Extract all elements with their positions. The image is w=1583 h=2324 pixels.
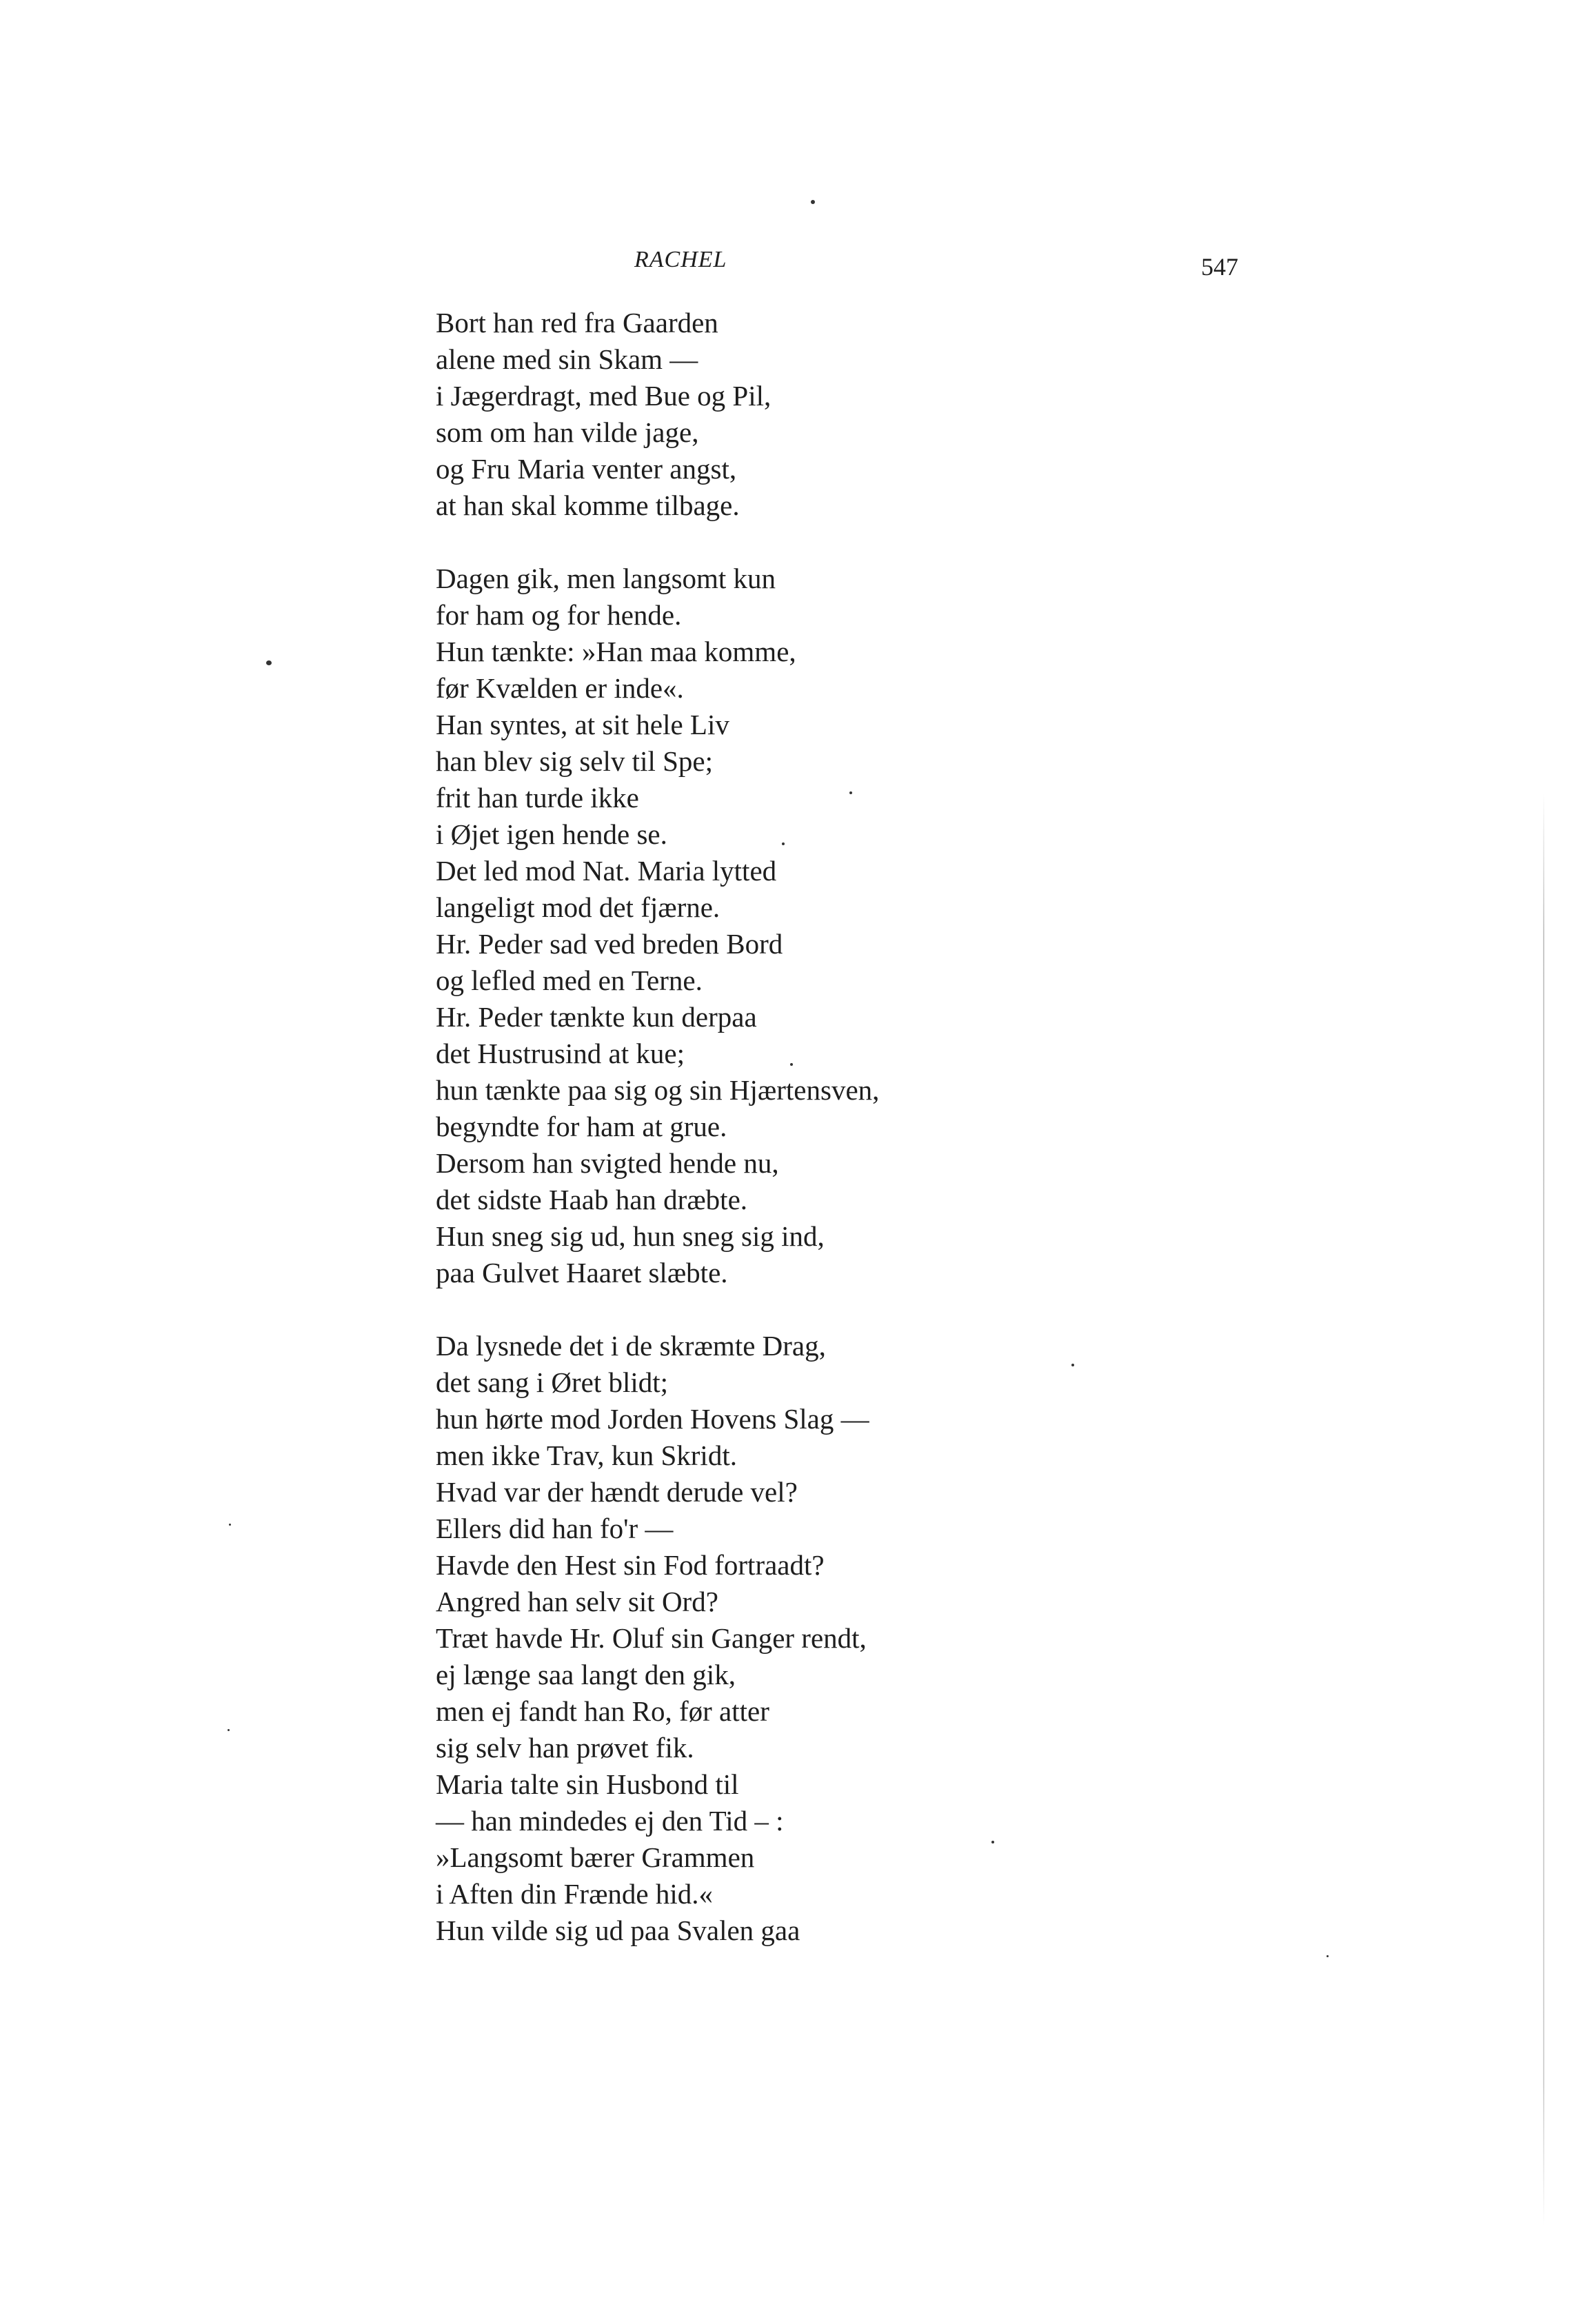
verse-line: ej længe saa langt den gik, xyxy=(436,1659,736,1690)
scan-speck xyxy=(849,791,852,794)
stanza-1 xyxy=(436,305,1263,524)
verse-line: det sang i Øret blidt; xyxy=(436,1366,669,1398)
verse-line: begyndte for ham at grue. xyxy=(436,1111,727,1142)
running-head: RACHEL xyxy=(634,247,727,272)
verse-line: paa Gulvet Haaret slæbte. xyxy=(436,1257,728,1289)
verse-line: for ham og for hende. xyxy=(436,599,682,631)
verse-line: Hr. Peder tænkte kun derpaa xyxy=(436,1001,757,1033)
scan-speck xyxy=(1071,1364,1074,1366)
verse-line: sig selv han prøvet fik. xyxy=(436,1732,694,1764)
verse-line: Hr. Peder sad ved breden Bord xyxy=(436,928,783,960)
verse-line: Træt havde Hr. Oluf sin Ganger rendt, xyxy=(436,1622,867,1654)
scan-speck xyxy=(228,1729,230,1731)
page-number: 547 xyxy=(1201,253,1238,281)
verse-line: Ellers did han fo'r — xyxy=(436,1513,674,1544)
scan-speck xyxy=(266,660,272,665)
verse-line: hun tænkte paa sig og sin Hjærtensven, xyxy=(436,1074,880,1106)
verse-line: Da lysnede det i de skræmte Drag, xyxy=(436,1330,826,1362)
verse-line: Maria talte sin Husbond til xyxy=(436,1768,739,1800)
verse-line: langeligt mod det fjærne. xyxy=(436,891,720,923)
verse-line: Hun sneg sig ud, hun sneg sig ind, xyxy=(436,1220,825,1252)
verse-line: det sidste Haab han dræbte. xyxy=(436,1184,748,1215)
scan-speck xyxy=(782,842,785,845)
verse-line: før Kvælden er inde«. xyxy=(436,672,684,704)
scan-speck xyxy=(991,1841,994,1843)
verse-line: og Fru Maria venter angst, xyxy=(436,453,737,485)
verse-line: Hun tænkte: »Han maa komme, xyxy=(436,636,796,667)
verse-line: Havde den Hest sin Fod fortraadt? xyxy=(436,1549,825,1581)
verse-line: i Øjet igen hende se. xyxy=(436,818,667,850)
verse-line: frit han turde ikke xyxy=(436,782,639,814)
verse-line: Dagen gik, men langsomt kun xyxy=(436,563,776,594)
verse-line: det Hustrusind at kue; xyxy=(436,1038,685,1069)
page-edge-shadow xyxy=(1543,793,1544,2227)
verse-line: som om han vilde jage, xyxy=(436,416,699,448)
scan-speck xyxy=(811,200,815,204)
verse-line: Dersom han svigted hende nu, xyxy=(436,1147,779,1179)
poem xyxy=(436,305,1263,1949)
verse-line: alene med sin Skam — xyxy=(436,343,698,375)
verse-line: men ej fandt han Ro, før atter xyxy=(436,1695,769,1727)
verse-line: Hun vilde sig ud paa Svalen gaa xyxy=(436,1914,800,1946)
scan-speck xyxy=(790,1063,793,1066)
verse-line: Hvad var der hændt derude vel? xyxy=(436,1476,798,1508)
scan-speck xyxy=(229,1524,231,1526)
verse-line: Angred han selv sit Ord? xyxy=(436,1586,718,1617)
verse-line: og lefled med en Terne. xyxy=(436,964,703,996)
verse-line: i Jægerdragt, med Bue og Pil, xyxy=(436,380,772,412)
verse-line: »Langsomt bærer Grammen xyxy=(436,1841,755,1873)
verse-line: Han syntes, at sit hele Liv xyxy=(436,709,729,740)
verse-line: at han skal komme tilbage. xyxy=(436,489,740,521)
verse-line: Bort han red fra Gaarden xyxy=(436,307,718,339)
verse-line: han blev sig selv til Spe; xyxy=(436,745,713,777)
verse-line: Det led mod Nat. Maria lytted xyxy=(436,855,777,887)
verse-line: i Aften din Frænde hid.« xyxy=(436,1878,714,1910)
stanza-2 xyxy=(436,560,1263,1291)
verse-line: — han mindedes ej den Tid – : xyxy=(436,1805,784,1837)
verse-line: men ikke Trav, kun Skridt. xyxy=(436,1439,737,1471)
scan-speck xyxy=(1327,1955,1329,1957)
verse-line: hun hørte mod Jorden Hovens Slag — xyxy=(436,1403,869,1435)
stanza-3 xyxy=(436,1328,1263,1949)
